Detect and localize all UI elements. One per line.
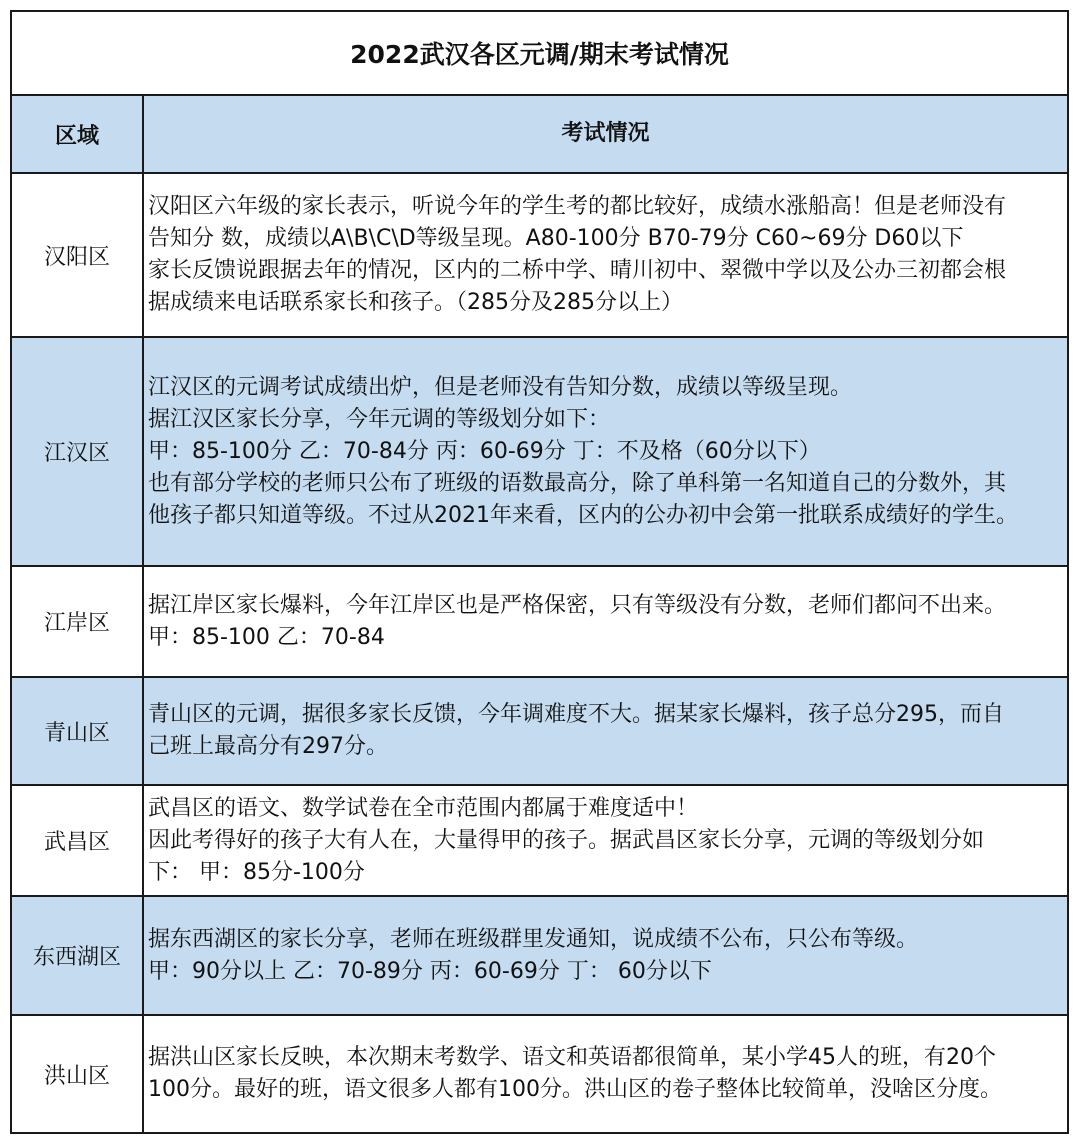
exam-table [10, 10, 1069, 1134]
status-cell [144, 1016, 1067, 1132]
region-cell: 青山区 [12, 678, 144, 784]
table-row [12, 338, 1067, 567]
region-cell: 东西湖区 [12, 897, 144, 1014]
table-row [12, 174, 1067, 338]
table-row [12, 567, 1067, 678]
status-line: 告知分 数，成绩以A\B\C\D等级呈现。A80-100分 B70-79分 C60~69分 D60以下 [148, 226, 964, 251]
table-title: 2022武汉各区元调/期末考试情况 [12, 12, 1067, 96]
status-cell [144, 338, 1067, 565]
status-line: 据江汉区家长分享，今年元调的等级划分如下： [148, 406, 611, 432]
status-line: 100分。最好的班，语文很多人都有100分。洪山区的卷子整体比较简单，没啥区分度。 [148, 1077, 1002, 1102]
status-cell [144, 174, 1067, 336]
status-line: 下： 甲：85分-100分 [148, 859, 365, 885]
status-line: 家长反馈说跟据去年的情况，区内的二桥中学、晴川初中、翠微中学以及公办三初都会根 [148, 258, 1007, 283]
region-cell: 汉阳区 [12, 174, 144, 336]
status-line: 他孩子都只知道等级。不过从2021年来看，区内的公办初中会第一批联系成绩好的学生。 [148, 502, 1018, 528]
status-line: 据江岸区家长爆料，今年江岸区也是严格保密，只有等级没有分数，老师们都问不出来。 [148, 592, 1007, 618]
status-cell [144, 678, 1067, 784]
status-line: 青山区的元调，据很多家长反馈，今年调难度不大。据某家长爆料，孩子总分295，而自 [148, 702, 1004, 727]
status-line: 据成绩来电话联系家长和孩子。（285分及285分以上） [148, 290, 683, 315]
status-header: 考试情况 [561, 121, 650, 146]
status-line: 据东西湖区的家长分享，老师在班级群里发通知，说成绩不公布，只公布等级。 [148, 926, 919, 952]
status-cell [144, 567, 1067, 676]
status-cell [144, 786, 1067, 895]
table-row [12, 786, 1067, 897]
status-line: 甲：90分以上 乙：70-89分 丙：60-69分 丁： 60分以下 [148, 958, 712, 984]
status-line: 甲：85-100 乙：70-84 [148, 624, 385, 650]
status-line: 己班上最高分有297分。 [148, 734, 388, 759]
status-cell [144, 897, 1067, 1014]
header-row [12, 96, 1067, 174]
table-row [12, 897, 1067, 1016]
status-line: 江汉区的元调考试成绩出炉，但是老师没有告知分数，成绩以等级呈现。 [148, 374, 853, 400]
status-line: 据洪山区家长反映，本次期末考数学、语文和英语都很简单，某小学45人的班，有20个 [148, 1045, 996, 1070]
table-row [12, 678, 1067, 786]
region-header: 区域 [12, 96, 144, 172]
status-line: 也有部分学校的老师只公布了班级的语数最高分，除了单科第一名知道自己的分数外，其 [148, 470, 1007, 496]
region-cell: 江岸区 [12, 567, 144, 676]
table-row [12, 1016, 1067, 1132]
status-line: 因此考得好的孩子大有人在，大量得甲的孩子。据武昌区家长分享，元调的等级划分如 [148, 827, 985, 853]
status-line: 汉阳区六年级的家长表示，听说今年的学生考的都比较好，成绩水涨船高！但是老师没有 [148, 194, 1007, 219]
region-cell: 江汉区 [12, 338, 144, 565]
status-line: 甲：85-100分 乙：70-84分 丙：60-69分 丁：不及格（60分以下） [148, 438, 821, 464]
region-cell: 武昌区 [12, 786, 144, 895]
status-line: 武昌区的语文、数学试卷在全市范围内都属于难度适中！ [148, 795, 699, 821]
region-cell: 洪山区 [12, 1016, 144, 1132]
